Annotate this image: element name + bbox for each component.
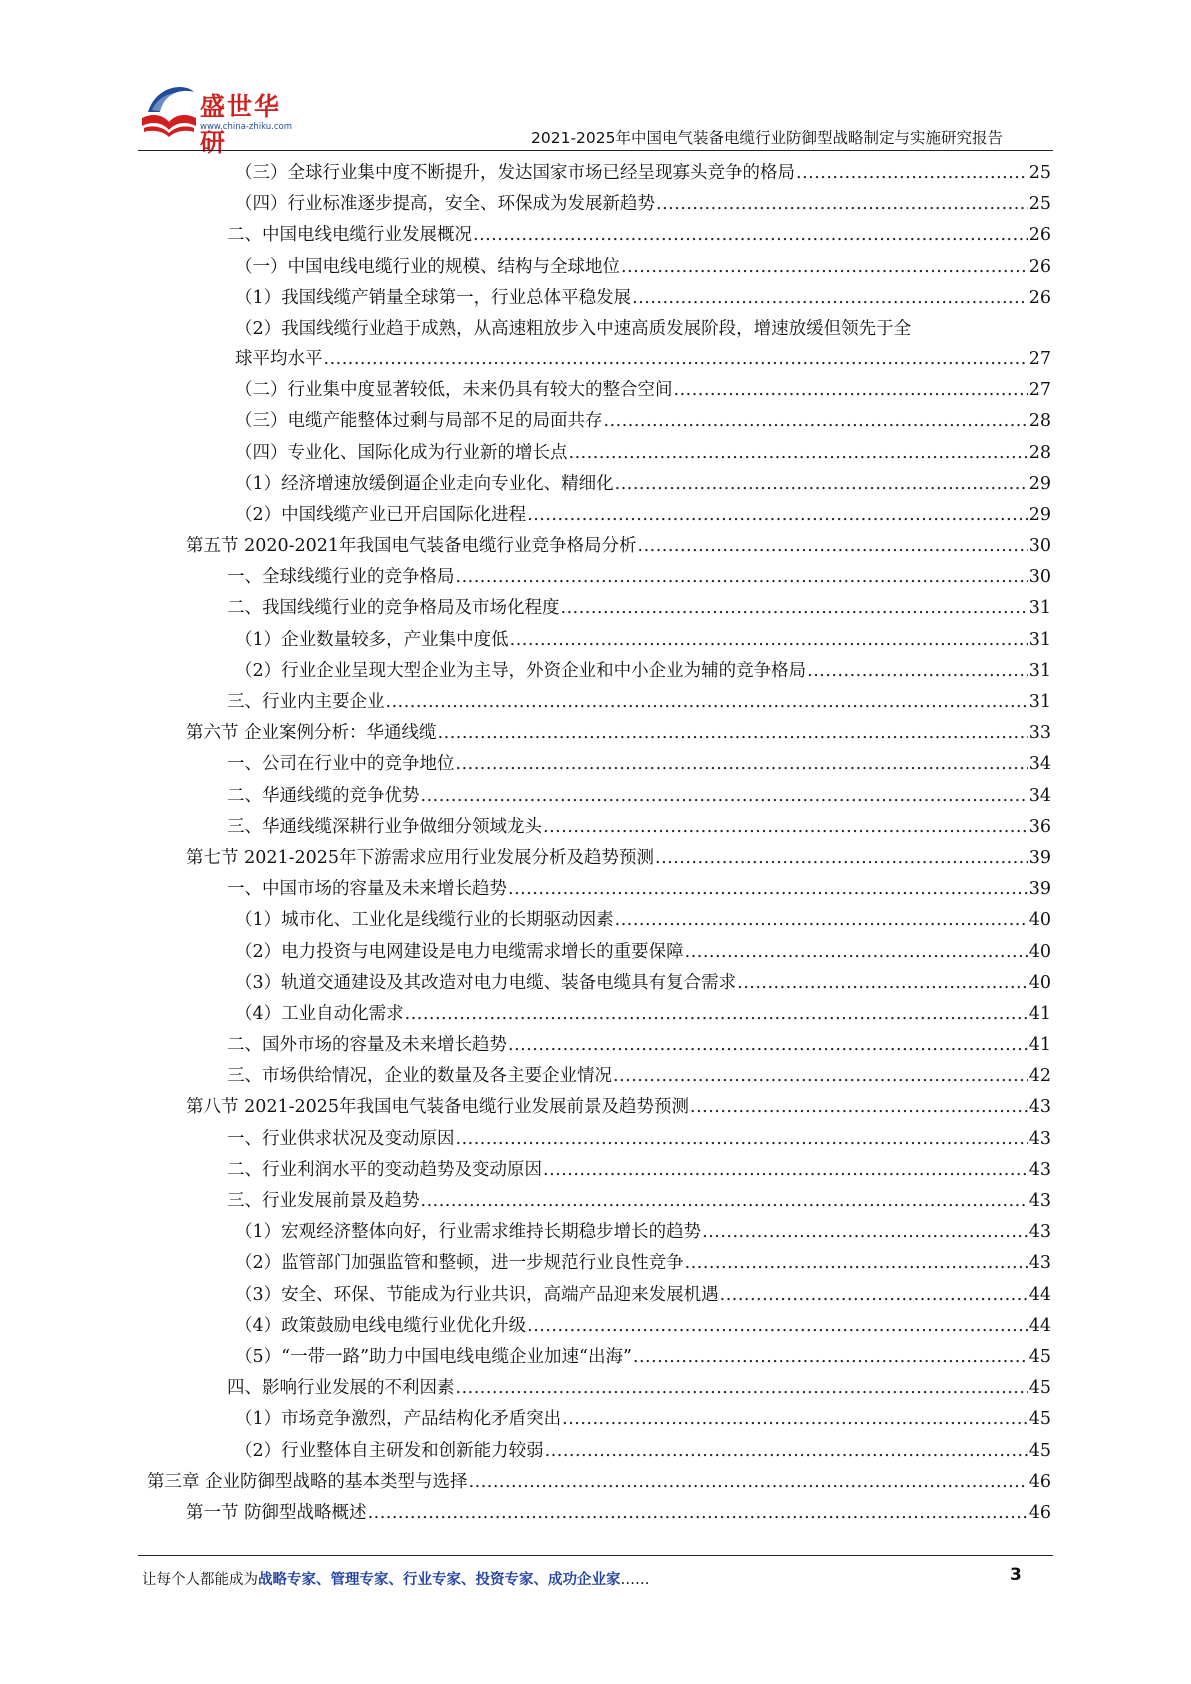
toc-entry[interactable]	[227, 562, 1051, 593]
toc-entry-page: 43	[1028, 1159, 1051, 1180]
toc-entry[interactable]	[235, 189, 1051, 220]
toc-entry-title: （1）经济增速放缓倒逼企业走向专业化、精细化	[235, 473, 614, 494]
toc-dot-leader	[324, 344, 1028, 375]
toc-dot-leader	[807, 656, 1028, 687]
toc-entry-page: 39	[1028, 847, 1051, 868]
toc-dot-leader	[421, 1186, 1028, 1217]
toc-dot-leader	[421, 781, 1028, 812]
toc-entry-title: （2）行业整体自主研发和创新能力较弱	[235, 1440, 544, 1461]
toc-dot-leader	[456, 562, 1028, 593]
toc-dot-leader	[569, 438, 1028, 469]
toc-dot-leader	[510, 625, 1028, 656]
toc-dot-leader	[456, 749, 1028, 780]
toc-entry[interactable]	[235, 1436, 1051, 1467]
toc-entry-title: （三）电缆产能整体过剩与局部不足的局面共存	[235, 411, 603, 432]
toc-entry-title: 第五节 2020-2021年我国电气装备电缆行业竞争格局分析	[186, 536, 637, 557]
toc-entry[interactable]	[235, 1404, 1051, 1435]
toc-entry-title: （1）我国线缆产销量全球第一，行业总体平稳发展	[235, 287, 632, 308]
toc-entry-title: 二、国外市场的容量及未来增长趋势	[227, 1035, 507, 1056]
toc-entry[interactable]	[235, 406, 1051, 437]
toc-entry-page: 46	[1028, 1502, 1051, 1523]
toc-dot-leader	[621, 252, 1028, 283]
toc-entry[interactable]	[227, 812, 1051, 843]
toc-entry[interactable]	[227, 1155, 1051, 1186]
toc-entry[interactable]	[186, 1498, 1051, 1529]
toc-entry-page: 45	[1028, 1378, 1051, 1399]
toc-entry-title: 四、影响行业发展的不利因素	[227, 1378, 455, 1399]
toc-entry-page: 45	[1028, 1346, 1051, 1367]
toc-entry-page: 31	[1028, 629, 1051, 650]
toc-entry-page: 40	[1028, 972, 1051, 993]
toc-entry-page: 30	[1028, 567, 1051, 588]
toc-entry-page: 29	[1028, 504, 1051, 525]
toc-entry-title: 一、公司在行业中的竞争地位	[227, 754, 455, 775]
toc-entry-page: 28	[1028, 442, 1051, 463]
toc-entry-title: （1）市场竞争激烈，产品结构化矛盾突出	[235, 1409, 562, 1430]
toc-entry[interactable]	[227, 1186, 1051, 1217]
toc-entry[interactable]	[235, 1280, 1051, 1311]
toc-entry[interactable]	[186, 718, 1051, 749]
toc-dot-leader	[456, 1373, 1028, 1404]
footer-divider	[138, 1555, 1053, 1556]
toc-entry[interactable]	[227, 1124, 1051, 1155]
toc-entry-title: 第一节 防御型战略概述	[186, 1502, 367, 1523]
toc-entry-title: 三、行业内主要企业	[227, 692, 385, 712]
toc-entry[interactable]	[235, 1217, 1051, 1248]
toc-dot-leader	[632, 283, 1028, 314]
toc-entry[interactable]	[235, 1248, 1051, 1279]
toc-entry-page: 45	[1028, 1440, 1051, 1461]
toc-entry-title: （3）安全、环保、节能成为行业共识，高端产品迎来发展机遇	[235, 1284, 719, 1305]
toc-dot-leader	[685, 1248, 1028, 1279]
toc-entry-title: 一、行业供求状况及变动原因	[227, 1128, 455, 1149]
slogan-suffix: ……	[620, 1572, 650, 1588]
toc-entry[interactable]	[235, 1311, 1051, 1342]
toc-dot-leader	[656, 189, 1028, 220]
toc-entry-title: 球平均水平	[235, 348, 323, 369]
toc-entry[interactable]	[235, 937, 1051, 968]
toc-dot-leader	[543, 1155, 1028, 1186]
toc-entry-page: 43	[1028, 1191, 1051, 1211]
toc-dot-leader	[702, 1217, 1028, 1248]
toc-entry-title: （一）中国电线电缆行业的规模、结构与全球地位	[235, 256, 620, 277]
toc-dot-leader	[368, 1498, 1028, 1529]
toc-entry-page: 27	[1028, 380, 1051, 401]
toc-dot-leader	[386, 687, 1028, 718]
toc-entry-page: 43	[1028, 1128, 1051, 1149]
toc-entry-title: （1）城市化、工业化是线缆行业的长期驱动因素	[235, 910, 614, 931]
toc-entry-page: 31	[1028, 692, 1051, 712]
toc-entry-title: （四）专业化、国际化成为行业新的增长点	[235, 442, 568, 463]
toc-dot-leader	[796, 158, 1028, 189]
toc-dot-leader	[473, 220, 1028, 251]
toc-entry-page: 31	[1028, 598, 1051, 619]
toc-entry-title: （1）企业数量较多，产业集中度低	[235, 629, 509, 650]
toc-entry-page: 26	[1028, 225, 1051, 246]
toc-entry[interactable]	[235, 252, 1051, 283]
page-header	[0, 0, 1191, 157]
toc-entry-title: 第三章 企业防御型战略的基本类型与选择	[147, 1471, 468, 1492]
toc-dot-leader	[508, 1030, 1028, 1061]
toc-entry[interactable]	[227, 1061, 1051, 1092]
toc-entry[interactable]	[227, 593, 1051, 624]
toc-entry-page: 31	[1028, 660, 1051, 681]
toc-entry-title: 三、华通线缆深耕行业争做细分领域龙头	[227, 816, 542, 837]
toc-entry-page: 41	[1028, 1035, 1051, 1056]
report-title: 2021-2025年中国电气装备电缆行业防御型战略制定与实施研究报告	[531, 129, 1003, 147]
toc-entry[interactable]	[235, 158, 1051, 189]
toc-entry-title: （2）监管部门加强监管和整顿，进一步规范行业良性竞争	[235, 1253, 684, 1274]
toc-entry[interactable]	[147, 1467, 1051, 1498]
toc-dot-leader	[638, 531, 1028, 562]
toc-entry[interactable]	[227, 781, 1051, 812]
toc-entry-title: 二、我国线缆行业的竞争格局及市场化程度	[227, 598, 560, 619]
toc-dot-leader	[615, 905, 1028, 936]
toc-dot-leader	[615, 469, 1028, 500]
toc-entry[interactable]	[235, 314, 1051, 344]
toc-entry-page: 39	[1028, 879, 1051, 900]
toc-dot-leader	[469, 1467, 1028, 1498]
page-number: 3	[1010, 1565, 1022, 1585]
toc-entry-page: 46	[1028, 1471, 1051, 1492]
toc-entry[interactable]	[227, 749, 1051, 780]
toc-entry[interactable]	[235, 905, 1051, 936]
toc-entry[interactable]	[235, 968, 1051, 999]
slogan-highlight: 战略专家、管理专家、行业专家、投资专家、成功企业家	[258, 1571, 621, 1588]
toc-dot-leader	[737, 968, 1028, 999]
toc-dot-leader	[543, 812, 1028, 843]
toc-entry[interactable]	[235, 469, 1051, 500]
toc-entry-title: （四）行业标准逐步提高，安全、环保成为发展新趋势	[235, 194, 655, 215]
toc-dot-leader	[633, 1342, 1028, 1373]
toc-entry[interactable]	[235, 283, 1051, 314]
toc-entry-title: 一、中国市场的容量及未来增长趋势	[227, 879, 507, 900]
toc-entry-title: 一、全球线缆行业的竞争格局	[227, 567, 455, 588]
logo-text: 盛世华研	[200, 92, 282, 157]
toc-entry-page: 36	[1028, 816, 1051, 837]
toc-entry[interactable]	[186, 1092, 1051, 1123]
slogan-prefix: 让每个人都能成为	[142, 1572, 258, 1588]
toc-entry-page: 34	[1028, 785, 1051, 806]
toc-entry[interactable]	[235, 438, 1051, 469]
company-logo	[138, 82, 298, 157]
toc-dot-leader	[655, 843, 1028, 874]
toc-entry[interactable]	[235, 999, 1051, 1030]
toc-dot-leader	[562, 1404, 1028, 1435]
toc-entry-title: （2）行业企业呈现大型企业为主导，外资企业和中小企业为辅的竞争格局	[235, 660, 807, 681]
toc-dot-leader	[545, 1436, 1028, 1467]
toc-entry-title: （2）电力投资与电网建设是电力电缆需求增长的重要保障	[235, 941, 684, 962]
toc-entry[interactable]	[227, 874, 1051, 905]
toc-entry-title: 二、行业利润水平的变动趋势及变动原因	[227, 1159, 542, 1180]
toc-entry-page: 43	[1028, 1222, 1051, 1243]
toc-entry[interactable]	[235, 375, 1051, 406]
toc-entry-title: 第六节 企业案例分析：华通线缆	[186, 723, 437, 744]
toc-entry[interactable]	[227, 220, 1051, 251]
toc-entry-title: （1）宏观经济整体向好，行业需求维持长期稳步增长的趋势	[235, 1222, 702, 1243]
toc-dot-leader	[690, 1092, 1028, 1123]
toc-dot-leader	[613, 1061, 1028, 1092]
toc-entry-page: 44	[1028, 1284, 1051, 1305]
toc-entry-page: 26	[1028, 287, 1051, 308]
toc-entry-title: 第七节 2021-2025年下游需求应用行业发展分析及趋势预测	[186, 847, 655, 868]
toc-entry[interactable]	[227, 1030, 1051, 1061]
toc-entry-title: 三、市场供给情况，企业的数量及各主要企业情况	[227, 1066, 612, 1087]
header-divider	[138, 150, 1053, 151]
toc-entry-page: 30	[1028, 536, 1051, 557]
toc-entry-page: 43	[1028, 1097, 1051, 1118]
toc-entry-title: 第八节 2021-2025年我国电气装备电缆行业发展前景及趋势预测	[186, 1097, 690, 1118]
toc-entry[interactable]	[235, 625, 1051, 656]
toc-entry-title: 三、行业发展前景及趋势	[227, 1191, 420, 1211]
toc-entry-page: 41	[1028, 1003, 1051, 1024]
toc-entry-page: 40	[1028, 910, 1051, 931]
toc-dot-leader	[720, 1280, 1028, 1311]
toc-entry[interactable]	[235, 500, 1051, 531]
toc-entry[interactable]	[235, 1342, 1051, 1373]
toc-entry[interactable]	[227, 687, 1051, 718]
toc-entry-page: 33	[1028, 723, 1051, 744]
toc-dot-leader	[527, 1311, 1028, 1342]
toc-entry-page: 40	[1028, 941, 1051, 962]
toc-entry[interactable]	[186, 843, 1051, 874]
toc-entry-page: 25	[1028, 163, 1051, 183]
book-logo-icon	[138, 82, 200, 142]
toc-entry-page: 28	[1028, 411, 1051, 432]
toc-entry-title: （4）工业自动化需求	[235, 1003, 404, 1024]
toc-entry-title: （4）政策鼓励电线电缆行业优化升级	[235, 1315, 527, 1336]
table-of-contents	[0, 158, 1191, 1529]
toc-dot-leader	[438, 718, 1028, 749]
toc-entry-title: （3）轨道交通建设及其改造对电力电缆、装备电缆具有复合需求	[235, 972, 737, 993]
toc-dot-leader	[508, 874, 1028, 905]
toc-entry[interactable]	[227, 1373, 1051, 1404]
logo-url: www.china-zhiku.com	[200, 122, 292, 132]
toc-dot-leader	[527, 500, 1028, 531]
toc-entry-page: 45	[1028, 1409, 1051, 1430]
toc-entry-page: 42	[1028, 1066, 1051, 1087]
toc-entry-page: 27	[1028, 348, 1051, 369]
toc-entry-page: 44	[1028, 1315, 1051, 1336]
toc-entry-title: 二、华通线缆的竞争优势	[227, 785, 420, 806]
toc-dot-leader	[674, 375, 1028, 406]
toc-entry-title: （2）我国线缆行业趋于成熟，从高速粗放步入中速高质发展阶段，增速放缓但领先于全	[235, 318, 912, 339]
toc-entry[interactable]	[235, 656, 1051, 687]
toc-entry-page: 25	[1028, 194, 1051, 215]
toc-entry[interactable]	[235, 344, 1051, 375]
toc-dot-leader	[405, 999, 1028, 1030]
toc-entry-title: （二）行业集中度显著较低，未来仍具有较大的整合空间	[235, 380, 673, 401]
toc-entry-title: （5）“一带一路”助力中国电线电缆企业加速“出海”	[235, 1346, 632, 1367]
toc-entry[interactable]	[186, 531, 1051, 562]
toc-entry-page: 43	[1028, 1253, 1051, 1274]
toc-entry-page: 34	[1028, 754, 1051, 775]
toc-entry-title: （2）中国线缆产业已开启国际化进程	[235, 504, 527, 525]
toc-entry-page: 29	[1028, 473, 1051, 494]
toc-entry-title: 二、中国电线电缆行业发展概况	[227, 225, 472, 246]
footer-slogan	[142, 1568, 650, 1589]
toc-entry-title: （三）全球行业集中度不断提升，发达国家市场已经呈现寡头竞争的格局	[235, 163, 795, 183]
toc-entry-page: 26	[1028, 256, 1051, 277]
toc-dot-leader	[604, 406, 1028, 437]
toc-dot-leader	[456, 1124, 1028, 1155]
toc-dot-leader	[561, 593, 1028, 624]
toc-dot-leader	[685, 937, 1028, 968]
